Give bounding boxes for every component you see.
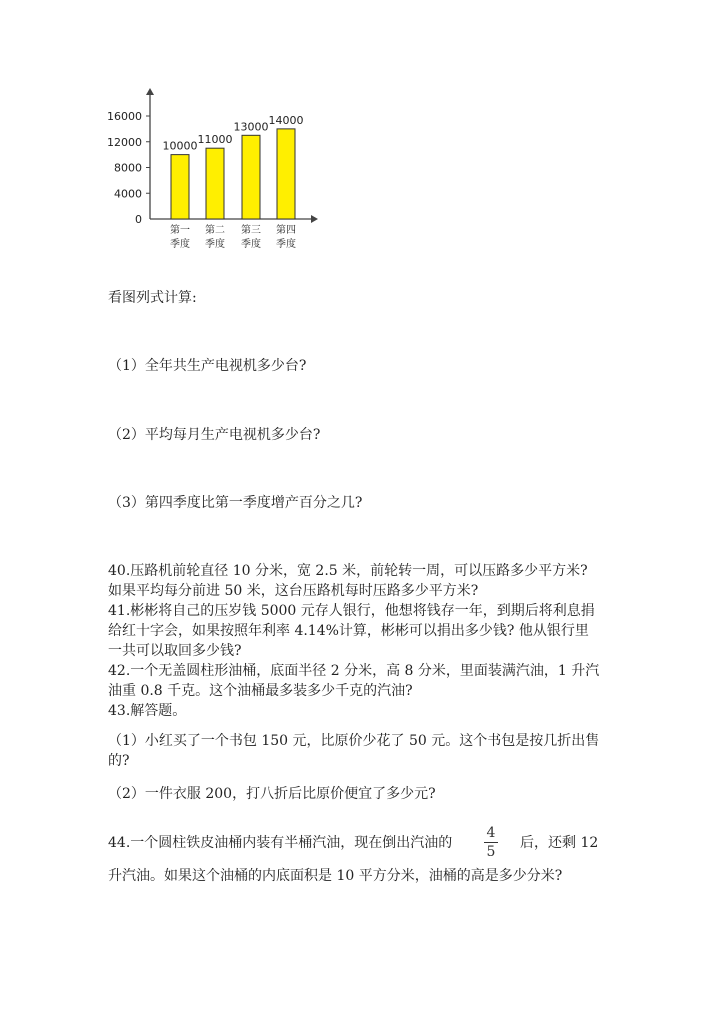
bar-value-label: 11000 bbox=[197, 133, 233, 147]
fraction-denominator: 5 bbox=[486, 844, 496, 860]
problem-41-line-3: 一共可以取回多少钱? bbox=[108, 643, 242, 659]
fraction bbox=[480, 824, 502, 861]
problem-44-line-1b: 后，还剩 12 bbox=[520, 835, 599, 851]
problem-44-line-2: 升汽油。如果这个油桶的内底面积是 10 平方分米，油桶的高是多少分米? bbox=[108, 868, 563, 884]
x-category-label: 第一 bbox=[170, 225, 190, 236]
y-axis-arrow bbox=[146, 88, 154, 95]
x-category-label: 季度 bbox=[276, 239, 296, 250]
problem-40-line-2: 如果平均每分前进 50 米，这台压路机每时压路多少平方米? bbox=[108, 583, 479, 599]
bar-value-label: 13000 bbox=[233, 120, 269, 134]
question-3: （3）第四季度比第一季度增产百分之几? bbox=[108, 495, 363, 511]
x-axis-arrow bbox=[311, 215, 318, 223]
x-category-label: 第四 bbox=[276, 225, 296, 236]
fraction-numerator: 4 bbox=[486, 825, 496, 841]
problem-41-line-2: 给红十字会，如果按照年利率 4.14%计算，彬彬可以捐出多少钱? 他从银行里 bbox=[108, 623, 589, 639]
x-category-label: 季度 bbox=[205, 239, 225, 250]
x-category-label: 第三 bbox=[241, 225, 261, 236]
y-tick-label: 0 bbox=[135, 213, 142, 226]
problem-43-heading: 43.解答题。 bbox=[108, 703, 187, 719]
problem-43-part-1-line-2: 的? bbox=[108, 753, 130, 769]
bar bbox=[242, 135, 260, 219]
bar bbox=[206, 148, 224, 219]
y-tick-label: 16000 bbox=[107, 110, 142, 123]
problem-43-part-1-line-1: （1）小红买了一个书包 150 元，比原价少花了 50 元。这个书包是按几折出售 bbox=[108, 733, 600, 749]
problem-42-line-2: 油重 0.8 千克。这个油桶最多装多少千克的汽油? bbox=[108, 683, 413, 699]
question-2: （2）平均每月生产电视机多少台? bbox=[108, 427, 321, 443]
problem-43-part-2: （2）一件衣服 200，打八折后比原价便宜了多少元? bbox=[108, 786, 436, 802]
x-category-label: 季度 bbox=[170, 239, 190, 250]
y-tick-label: 4000 bbox=[114, 187, 142, 201]
bar-chart bbox=[100, 78, 330, 262]
problem-44-line-1a: 44.一个圆柱铁皮油桶内装有半桶汽油，现在倒出汽油的 bbox=[108, 835, 453, 851]
question-1: （1）全年共生产电视机多少台? bbox=[108, 358, 307, 374]
problem-42-line-1: 42.一个无盖圆柱形油桶，底面半径 2 分米，高 8 分米，里面装满汽油，1 升汽 bbox=[108, 663, 600, 679]
x-category-label: 第二 bbox=[205, 225, 225, 236]
problem-41-line-1: 41.彬彬将自己的压岁钱 5000 元存人银行，他想将钱存一年，到期后将利息捐 bbox=[108, 603, 595, 619]
y-tick-label: 12000 bbox=[107, 135, 142, 149]
y-tick-label: 8000 bbox=[114, 161, 142, 175]
bar bbox=[277, 129, 295, 219]
chart-instruction: 看图列式计算: bbox=[108, 290, 197, 306]
bar bbox=[171, 155, 189, 219]
problem-40-line-1: 40.压路机前轮直径 10 分米，宽 2.5 米，前轮转一周，可以压路多少平方米? bbox=[108, 563, 588, 579]
bar-chart-svg bbox=[100, 78, 330, 258]
bar-value-label: 10000 bbox=[162, 139, 198, 153]
x-category-label: 季度 bbox=[241, 239, 261, 250]
bar-value-label: 14000 bbox=[268, 113, 304, 127]
